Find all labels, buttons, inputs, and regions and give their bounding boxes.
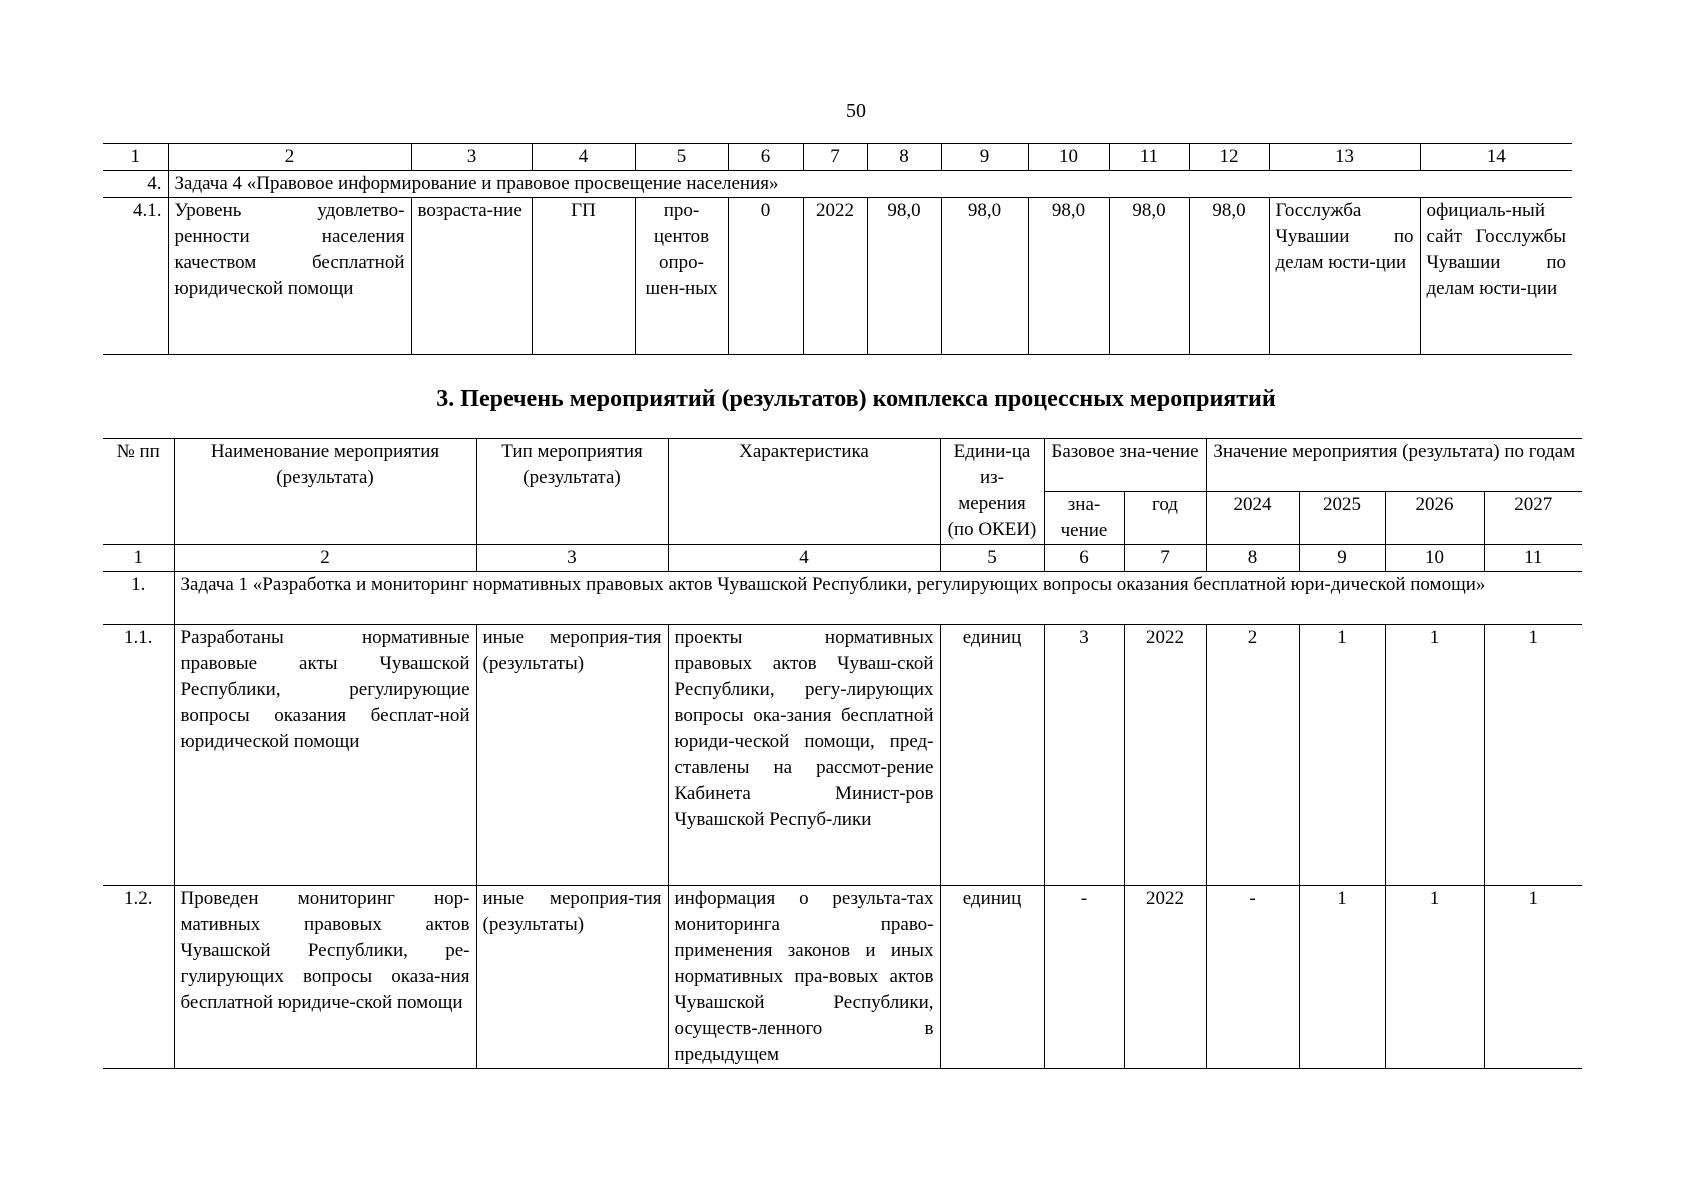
header-base: Базовое зна-чение (1044, 439, 1206, 492)
column-index: 12 (1189, 144, 1269, 171)
activity-characteristic: проекты нормативных правовых актов Чуваш-ской Республики, регу-лирующих вопросы ока-зания бесплатной юриди-ческой помощи, пред-ставлены на рассмот-рение Кабинета Минист-ров Чувашской Респуб-лики (668, 625, 940, 886)
table-row (103, 198, 1572, 355)
value-cell: 98,0 (1109, 198, 1189, 355)
column-index: 13 (1269, 144, 1420, 171)
value-2025: 1 (1299, 886, 1385, 1069)
activity-unit: единиц (940, 886, 1044, 1069)
header-year: 2025 (1299, 492, 1385, 545)
table-row (103, 886, 1582, 1069)
column-index-row (103, 144, 1572, 171)
responsible-body: Госслужба Чувашии по делам юсти-ции (1269, 198, 1420, 355)
header-number: № пп (103, 439, 174, 545)
row-number: 1.2. (103, 886, 174, 1069)
indicators-table (103, 143, 1572, 355)
value-2024: 2 (1206, 625, 1299, 886)
activity-characteristic: информация о результа-тах мониторинга право-применения законов и иных нормативных пра-вовых актов Чувашской Республики, осуществ-ленного в предыдущем (668, 886, 940, 1069)
column-index: 14 (1420, 144, 1572, 171)
base-year: 2022 (803, 198, 867, 355)
header-name: Наименование мероприятия (результата) (174, 439, 476, 545)
header-year: 2024 (1206, 492, 1299, 545)
task-row (103, 171, 1572, 198)
task-number: 4. (103, 171, 168, 198)
column-index: 10 (1385, 545, 1484, 572)
base-value: 3 (1044, 625, 1124, 886)
header-year: 2026 (1385, 492, 1484, 545)
column-index: 11 (1484, 545, 1582, 572)
column-index: 6 (728, 144, 803, 171)
page-number: 50 (846, 100, 866, 122)
column-index: 6 (1044, 545, 1124, 572)
column-index: 2 (168, 144, 411, 171)
task-title: Задача 1 «Разработка и мониторинг нормативных правовых актов Чувашской Республики, регулирующих вопросы оказания бесплатной юри-дической помощи» (174, 572, 1582, 625)
value-cell: 98,0 (1028, 198, 1109, 355)
header-by-years: Значение мероприятия (результата) по годам (1206, 439, 1582, 492)
indicator-unit: про-центов опро-шен-ных (635, 198, 728, 355)
column-index: 4 (668, 545, 940, 572)
header-characteristic: Характеристика (668, 439, 940, 545)
task-title: Задача 4 «Правовое информирование и правовое просвещение населения» (168, 171, 1572, 198)
value-cell: 98,0 (867, 198, 941, 355)
column-index-row (103, 545, 1582, 572)
base-year: 2022 (1124, 625, 1206, 886)
header-base-year: год (1124, 492, 1206, 545)
column-index: 3 (476, 545, 668, 572)
indicator-name: Уровень удовлетво-ренности населения качеством бесплатной юридической помощи (168, 198, 411, 355)
value-2027: 1 (1484, 625, 1582, 886)
value-cell: 98,0 (941, 198, 1028, 355)
value-2025: 1 (1299, 625, 1385, 886)
base-year: 2022 (1124, 886, 1206, 1069)
column-index: 1 (103, 144, 168, 171)
activities-table (103, 438, 1582, 1069)
base-value: 0 (728, 198, 803, 355)
column-index: 8 (1206, 545, 1299, 572)
column-index: 5 (635, 144, 728, 171)
column-index: 10 (1028, 144, 1109, 171)
indicator-level: ГП (532, 198, 635, 355)
column-index: 7 (1124, 545, 1206, 572)
row-number: 1.1. (103, 625, 174, 886)
base-value: - (1044, 886, 1124, 1069)
column-index: 2 (174, 545, 476, 572)
section-title: 3. Перечень мероприятий (результатов) комплекса процессных мероприятий (436, 386, 1276, 412)
header-base-value: зна-чение (1044, 492, 1124, 545)
activity-name: Проведен мониторинг нор-мативных правовых актов Чувашской Республики, ре-гулирующих вопросы оказа-ния бесплатной юридиче-ской помощи (174, 886, 476, 1069)
row-number: 4.1. (103, 198, 168, 355)
column-index: 11 (1109, 144, 1189, 171)
value-2027: 1 (1484, 886, 1582, 1069)
column-index: 5 (940, 545, 1044, 572)
value-2024: - (1206, 886, 1299, 1069)
column-index: 9 (1299, 545, 1385, 572)
column-index: 1 (103, 545, 174, 572)
value-2026: 1 (1385, 886, 1484, 1069)
header-year: 2027 (1484, 492, 1582, 545)
header-row (103, 439, 1582, 492)
column-index: 7 (803, 144, 867, 171)
information-source: официаль-ный сайт Госслужбы Чувашии по делам юсти-ции (1420, 198, 1572, 355)
header-unit: Едини-ца из-мерения (по ОКЕИ) (940, 439, 1044, 545)
activity-type: иные мероприя-тия (результаты) (476, 886, 668, 1069)
activity-unit: единиц (940, 625, 1044, 886)
table-row (103, 625, 1582, 886)
column-index: 9 (941, 144, 1028, 171)
task-row (103, 572, 1582, 625)
activity-type: иные мероприя-тия (результаты) (476, 625, 668, 886)
activity-name: Разработаны нормативные правовые акты Чувашской Республики, регулирующие вопросы оказания бесплат-ной юридической помощи (174, 625, 476, 886)
indicator-direction: возраста-ние (411, 198, 532, 355)
value-cell: 98,0 (1189, 198, 1269, 355)
header-type: Тип мероприятия (результата) (476, 439, 668, 545)
column-index: 4 (532, 144, 635, 171)
task-number: 1. (103, 572, 174, 625)
column-index: 8 (867, 144, 941, 171)
value-2026: 1 (1385, 625, 1484, 886)
column-index: 3 (411, 144, 532, 171)
